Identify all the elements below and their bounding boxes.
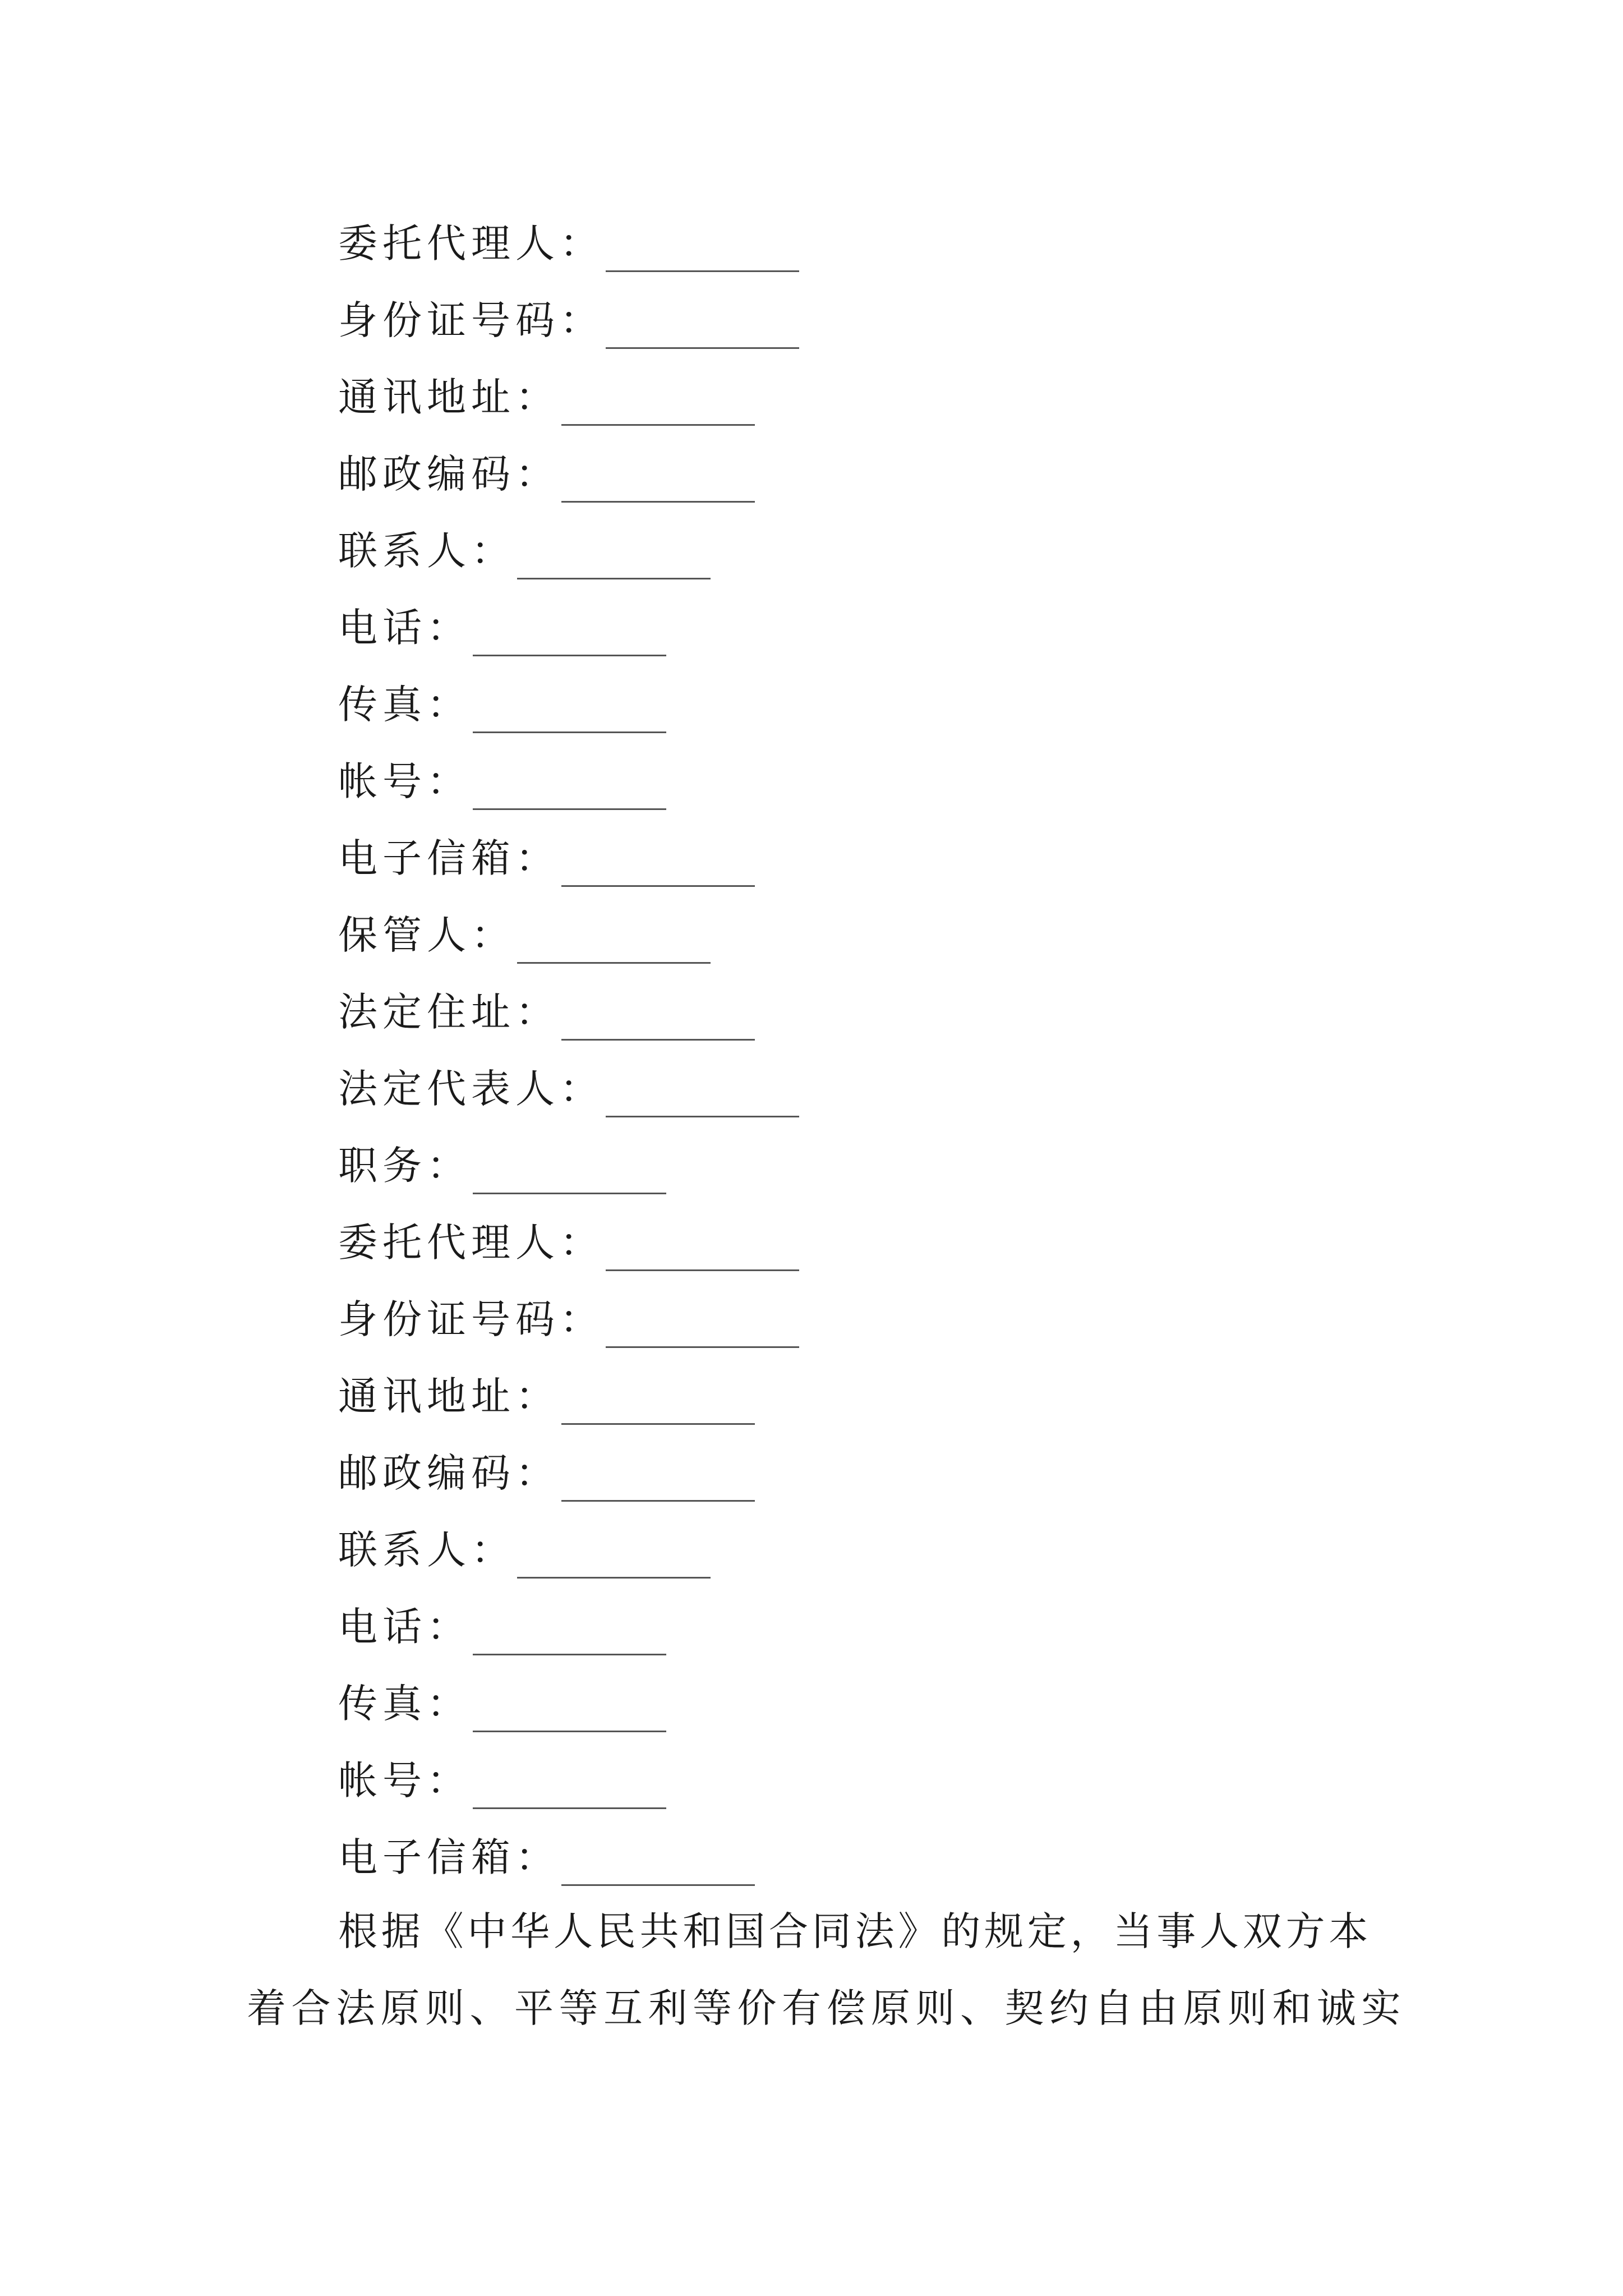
- field-colon: ：: [515, 1834, 555, 1880]
- field-label: 电子信箱: [338, 835, 515, 881]
- blank-line[interactable]: [473, 615, 666, 656]
- blank-line[interactable]: [561, 1384, 755, 1425]
- field-colon: ：: [515, 835, 555, 881]
- field-legal-address: [338, 981, 755, 1043]
- blank-line[interactable]: [606, 308, 799, 349]
- field-legal-representative: [338, 1058, 799, 1120]
- field-label: 保管人: [338, 912, 471, 958]
- field-email: [338, 827, 755, 889]
- blank-line[interactable]: [517, 923, 711, 964]
- field-label: 联系人: [338, 1527, 471, 1573]
- field-label: 帐号: [338, 758, 427, 804]
- blank-line[interactable]: [561, 1845, 755, 1886]
- field-address: [338, 366, 755, 428]
- blank-line[interactable]: [561, 1000, 755, 1041]
- field-colon: ：: [427, 1757, 466, 1803]
- field-phone: [338, 597, 666, 659]
- field-colon: ：: [471, 1527, 510, 1573]
- field-contact: [338, 1519, 711, 1581]
- field-colon: ：: [560, 1296, 599, 1342]
- field-label: 委托代理人: [338, 1220, 560, 1266]
- field-agent: [338, 1212, 799, 1273]
- blank-line[interactable]: [561, 385, 755, 426]
- field-id-number: [338, 289, 799, 351]
- blank-line[interactable]: [606, 1076, 799, 1117]
- blank-line[interactable]: [517, 1538, 711, 1579]
- field-label: 通讯地址: [338, 374, 515, 420]
- field-colon: ：: [427, 1681, 466, 1727]
- blank-line[interactable]: [606, 1230, 799, 1271]
- blank-line[interactable]: [517, 539, 711, 579]
- paragraph-line-2: 着合法原则、平等互利等价有偿原则、契约自由原则和诚实: [247, 1985, 1406, 2031]
- field-label: 邮政编码: [338, 451, 515, 497]
- field-fax: [338, 674, 666, 735]
- blank-line[interactable]: [561, 846, 755, 887]
- field-colon: ：: [515, 1450, 555, 1496]
- field-colon: ：: [560, 1066, 599, 1112]
- blank-line[interactable]: [606, 231, 799, 272]
- field-colon: ：: [427, 758, 466, 804]
- blank-line[interactable]: [561, 462, 755, 503]
- field-colon: ：: [427, 605, 466, 651]
- field-address: [338, 1365, 755, 1427]
- field-postcode: [338, 443, 755, 505]
- field-phone: [338, 1596, 666, 1658]
- blank-line[interactable]: [473, 1768, 666, 1809]
- field-label: 传真: [338, 682, 427, 728]
- field-colon: ：: [560, 297, 599, 343]
- field-contact: [338, 520, 711, 582]
- blank-line[interactable]: [473, 692, 666, 733]
- field-label: 通讯地址: [338, 1373, 515, 1419]
- field-colon: ：: [427, 1604, 466, 1650]
- blank-line[interactable]: [473, 769, 666, 810]
- field-label: 电话: [338, 605, 427, 651]
- field-account: [338, 1750, 666, 1811]
- field-colon: ：: [471, 912, 510, 958]
- field-label: 法定住址: [338, 989, 515, 1035]
- field-colon: ：: [427, 1143, 466, 1189]
- field-account: [338, 751, 666, 812]
- field-colon: ：: [515, 374, 555, 420]
- field-agent: [338, 213, 799, 274]
- field-colon: ：: [560, 220, 599, 266]
- field-id-number: [338, 1289, 799, 1350]
- field-label: 身份证号码: [338, 1296, 560, 1342]
- field-label: 帐号: [338, 1757, 427, 1803]
- field-fax: [338, 1673, 666, 1734]
- field-colon: ：: [515, 451, 555, 497]
- blank-line[interactable]: [473, 1614, 666, 1655]
- field-colon: ：: [515, 1373, 555, 1419]
- blank-line[interactable]: [473, 1691, 666, 1732]
- field-label: 职务: [338, 1143, 427, 1189]
- field-label: 邮政编码: [338, 1450, 515, 1496]
- field-email: [338, 1826, 755, 1888]
- field-label: 联系人: [338, 528, 471, 574]
- field-colon: ：: [515, 989, 555, 1035]
- field-label: 电话: [338, 1604, 427, 1650]
- field-colon: ：: [560, 1220, 599, 1266]
- field-custodian: [338, 904, 711, 966]
- field-label: 委托代理人: [338, 220, 560, 266]
- blank-line[interactable]: [606, 1307, 799, 1348]
- field-colon: ：: [427, 682, 466, 728]
- field-position: [338, 1135, 666, 1197]
- paragraph-line-1: 根据《中华人民共和国合同法》的规定，当事人双方本: [338, 1908, 1372, 1954]
- field-label: 身份证号码: [338, 297, 560, 343]
- field-label: 传真: [338, 1681, 427, 1727]
- blank-line[interactable]: [473, 1153, 666, 1194]
- field-colon: ：: [471, 528, 510, 574]
- field-label: 法定代表人: [338, 1066, 560, 1112]
- blank-line[interactable]: [561, 1461, 755, 1502]
- field-postcode: [338, 1442, 755, 1504]
- field-label: 电子信箱: [338, 1834, 515, 1880]
